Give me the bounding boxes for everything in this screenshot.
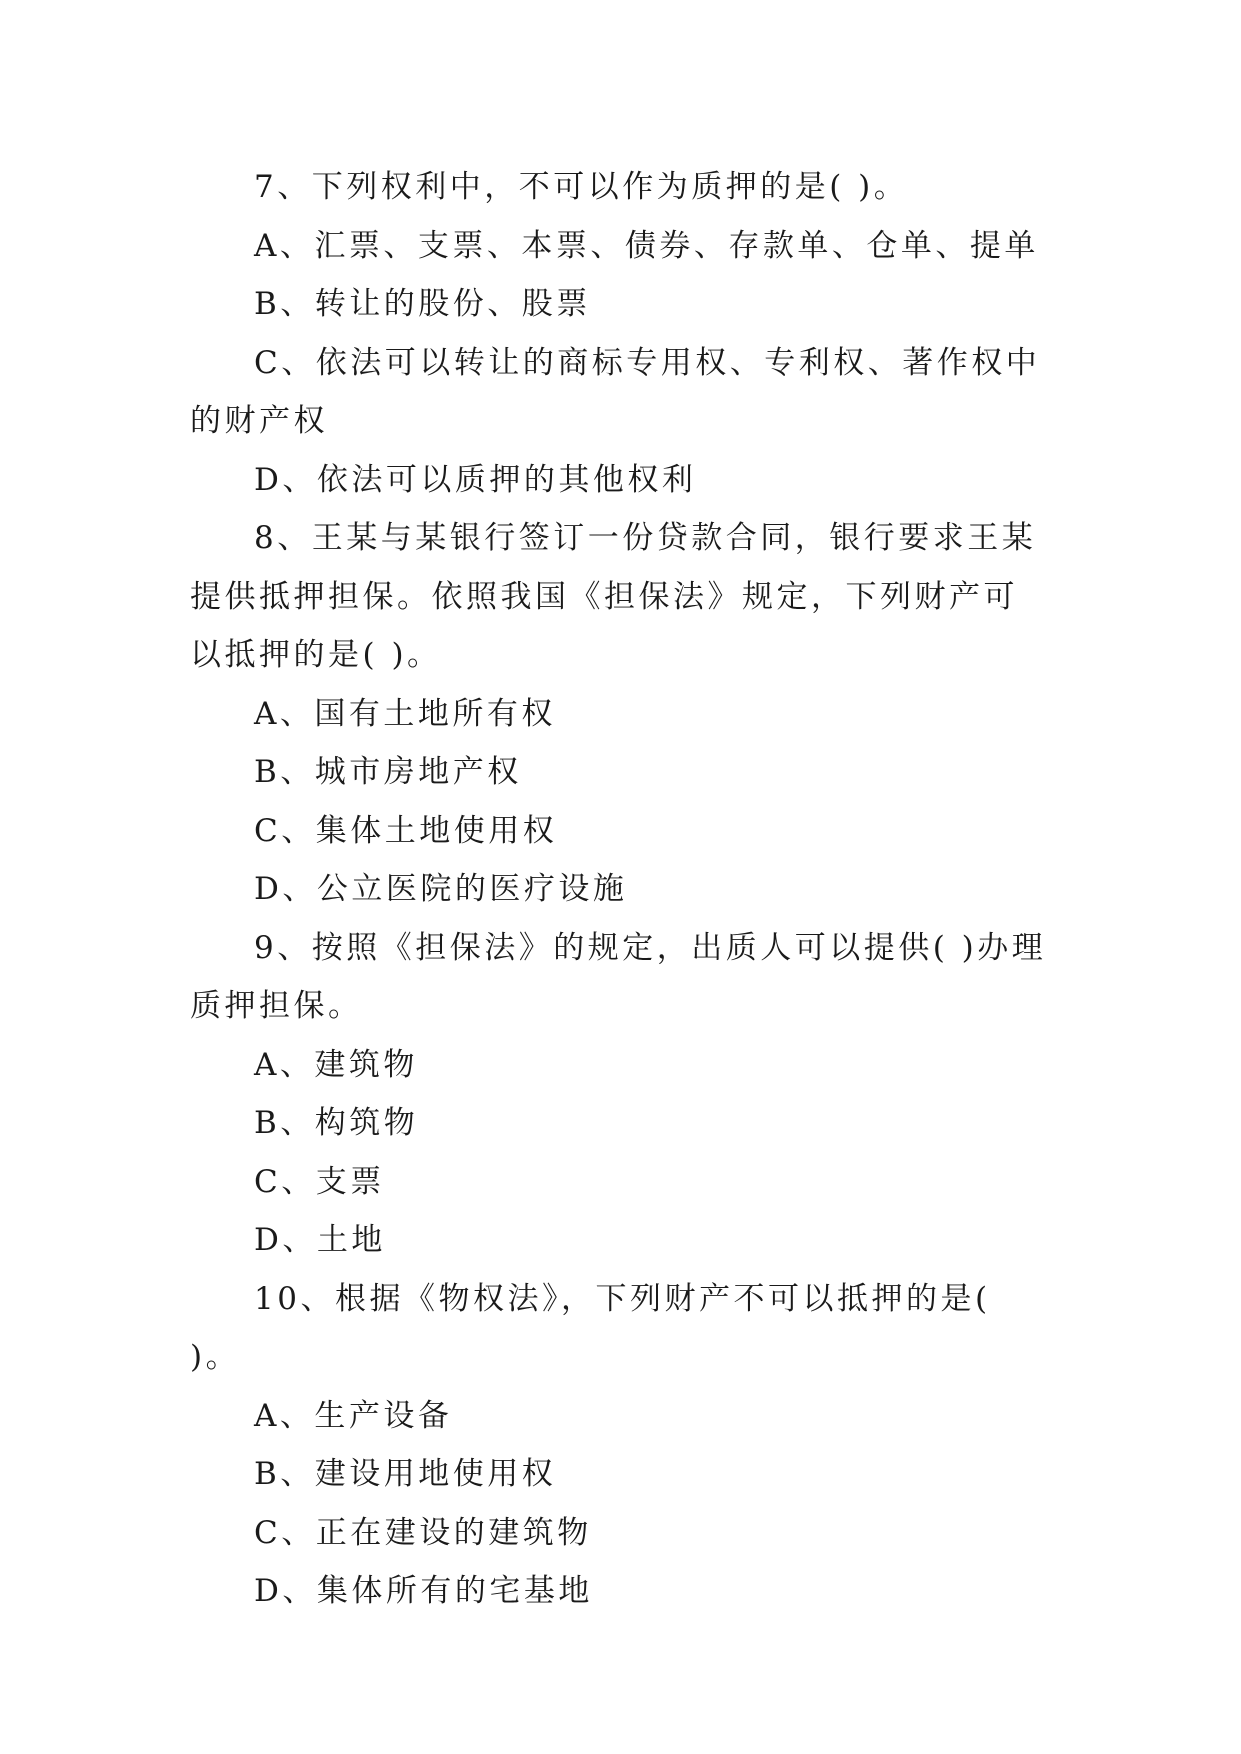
option-c: C、集体土地使用权 <box>254 812 558 849</box>
question-stem: 10、根据《物权法》，下列财产不可以抵押的是( )。 <box>190 1280 991 1375</box>
question-stem: 8、王某与某银行签订一份贷款合同，银行要求王某提供抵押担保。依照我国《担保法》规定，下列财产可以抵押的是( )。 <box>190 520 1037 673</box>
question-10 <box>190 1270 1052 1621</box>
question-7 <box>190 158 1052 509</box>
option-b: B、构筑物 <box>254 1105 419 1141</box>
question-9 <box>190 919 1052 1270</box>
option-d: D、依法可以质押的其他权利 <box>254 461 697 498</box>
option-d: D、公立医院的医疗设施 <box>254 871 628 907</box>
option-d: D、土地 <box>254 1222 386 1258</box>
question-stem: 7、下列权利中，不可以作为质押的是( )。 <box>254 169 909 205</box>
option-a: A、汇票、支票、本票、债券、存款单、仓单、提单 <box>254 227 1039 264</box>
option-c: C、支票 <box>254 1163 385 1200</box>
option-c: C、依法可以转让的商标专用权、专利权、著作权中的财产权 <box>190 344 1041 439</box>
option-d: D、集体所有的宅基地 <box>254 1573 593 1609</box>
document-page <box>190 158 1052 1621</box>
option-a: A、生产设备 <box>254 1397 453 1434</box>
option-a: A、国有土地所有权 <box>254 695 556 732</box>
option-b: B、建设用地使用权 <box>254 1456 557 1492</box>
option-b: B、转让的股份、股票 <box>254 286 591 322</box>
option-b: B、城市房地产权 <box>254 754 522 790</box>
option-a: A、建筑物 <box>254 1046 418 1083</box>
question-stem: 9、按照《担保法》的规定，出质人可以提供( )办理质押担保。 <box>190 929 1047 1024</box>
option-c: C、正在建设的建筑物 <box>254 1514 592 1551</box>
question-8 <box>190 509 1052 919</box>
